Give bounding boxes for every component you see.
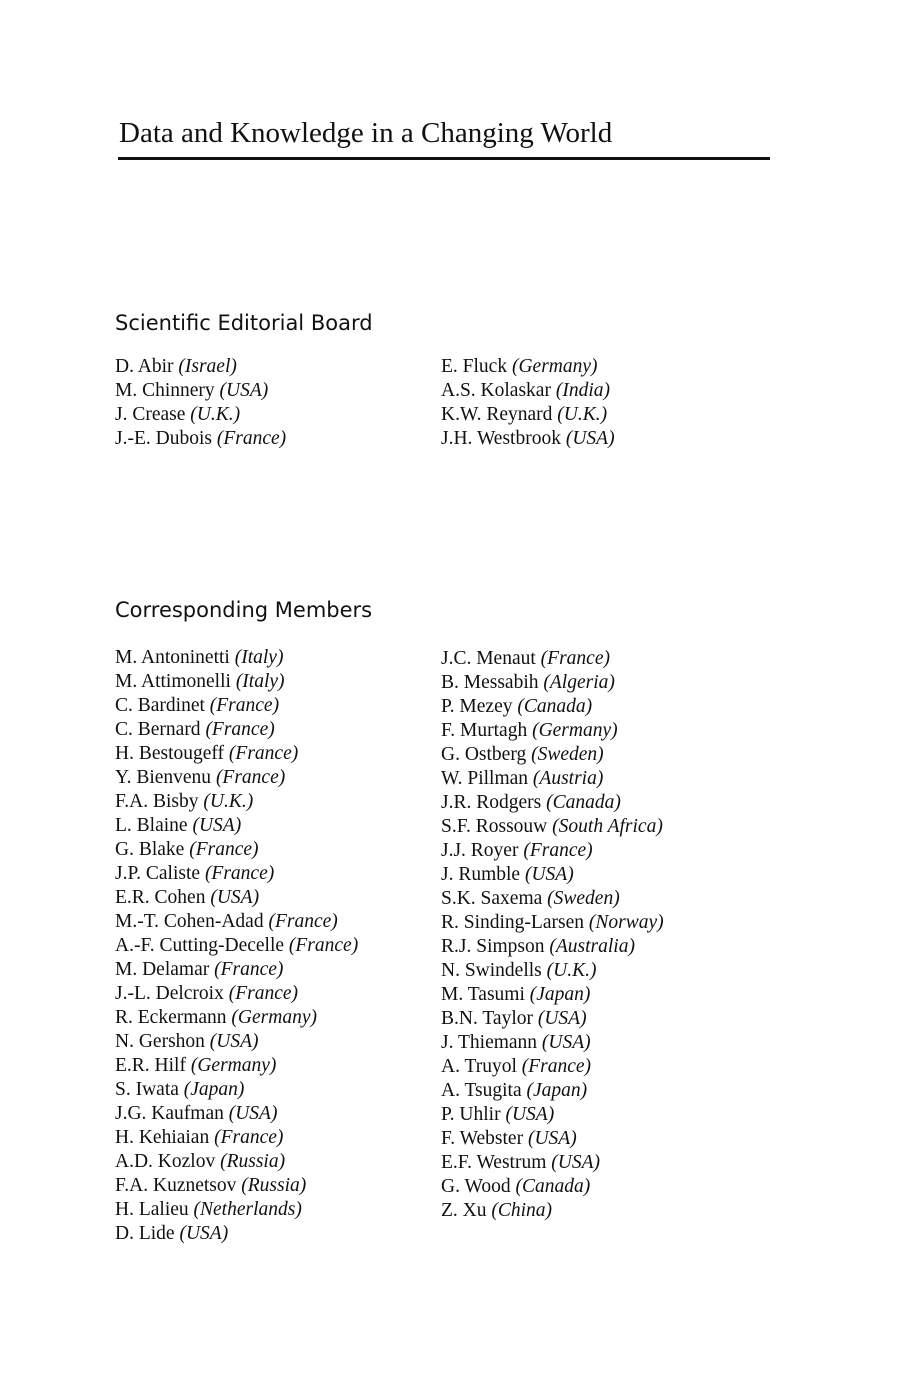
member-country: (France) xyxy=(205,719,275,740)
member-country: (Italy) xyxy=(234,647,284,668)
member-entry xyxy=(115,1102,358,1126)
member-name: E.F. Westrum xyxy=(441,1152,547,1173)
member-entry xyxy=(115,1174,358,1198)
member-name: A. Truyol xyxy=(441,1056,517,1077)
member-country: (Norway) xyxy=(588,912,664,933)
member-name: F.A. Kuznetsov xyxy=(115,1175,237,1196)
member-name: P. Uhlir xyxy=(441,1104,501,1125)
member-name: B. Messabih xyxy=(441,672,539,693)
member-country: (Sweden) xyxy=(547,888,620,909)
member-country: (USA) xyxy=(541,1032,591,1053)
member-name: F. Murtagh xyxy=(441,720,528,741)
member-entry xyxy=(441,1103,664,1127)
member-name: E. Fluck xyxy=(441,356,508,377)
member-name: R. Sinding-Larsen xyxy=(441,912,584,933)
member-country: (Germany) xyxy=(231,1007,317,1028)
member-name: J.G. Kaufman xyxy=(115,1103,224,1124)
member-country: (Australia) xyxy=(549,936,635,957)
member-entry xyxy=(441,1079,664,1103)
member-name: C. Bardinet xyxy=(115,695,205,716)
member-entry xyxy=(115,742,358,766)
corresponding-members-right-column xyxy=(441,647,664,1223)
member-entry xyxy=(441,355,615,379)
member-country: (Germany) xyxy=(511,356,598,377)
member-entry xyxy=(115,694,358,718)
member-country: (Austria) xyxy=(532,768,604,789)
member-country: (USA) xyxy=(565,428,615,449)
member-name: D. Lide xyxy=(115,1223,175,1244)
member-entry xyxy=(115,1054,358,1078)
member-name: L. Blaine xyxy=(115,815,188,836)
member-country: (France) xyxy=(204,863,275,884)
series-title: Data and Knowledge in a Changing World xyxy=(119,117,613,149)
member-name: B.N. Taylor xyxy=(441,1008,533,1029)
member-country: (USA) xyxy=(505,1104,555,1125)
member-entry xyxy=(115,1030,358,1054)
corresponding-members-left-column xyxy=(115,646,358,1246)
member-country: (France) xyxy=(215,767,286,788)
member-name: H. Kehiaian xyxy=(115,1127,210,1148)
member-country: (USA) xyxy=(524,864,574,885)
member-entry xyxy=(441,791,664,815)
member-entry xyxy=(441,1055,664,1079)
member-entry xyxy=(441,815,664,839)
member-country: (USA) xyxy=(209,1031,259,1052)
member-name: A.D. Kozlov xyxy=(115,1151,216,1172)
member-name: E.R. Cohen xyxy=(115,887,206,908)
member-entry xyxy=(115,1222,358,1246)
member-name: J. Thiemann xyxy=(441,1032,538,1053)
member-country: (USA) xyxy=(179,1223,229,1244)
member-country: (Russia) xyxy=(220,1151,286,1172)
member-name: J.-L. Delcroix xyxy=(115,983,224,1004)
corresponding-members-heading: Corresponding Members xyxy=(115,598,373,622)
member-name: D. Abir xyxy=(115,356,174,377)
member-entry xyxy=(115,910,358,934)
member-country: (France) xyxy=(288,935,359,956)
member-country: (Germany) xyxy=(532,720,618,741)
member-entry xyxy=(441,983,664,1007)
member-entry xyxy=(441,1127,664,1151)
member-name: G. Blake xyxy=(115,839,185,860)
member-country: (France) xyxy=(521,1056,592,1077)
member-entry xyxy=(115,670,358,694)
member-entry xyxy=(115,646,358,670)
member-country: (Canada) xyxy=(515,1176,591,1197)
member-entry xyxy=(441,379,615,403)
member-entry xyxy=(115,1078,358,1102)
member-country: (USA) xyxy=(527,1128,577,1149)
member-name: H. Bestougeff xyxy=(115,743,225,764)
member-country: (France) xyxy=(540,648,610,669)
member-country: (France) xyxy=(228,743,299,764)
member-country: (U.K.) xyxy=(190,404,241,425)
member-entry xyxy=(441,959,664,983)
member-country: (Israel) xyxy=(178,356,237,377)
member-name: G. Ostberg xyxy=(441,744,527,765)
member-name: R.J. Simpson xyxy=(441,936,545,957)
member-entry xyxy=(441,403,615,427)
member-name: E.R. Hilf xyxy=(115,1055,186,1076)
member-entry xyxy=(441,839,664,863)
member-name: S.F. Rossouw xyxy=(441,816,548,837)
member-entry xyxy=(441,935,664,959)
member-entry xyxy=(441,695,664,719)
member-entry xyxy=(441,671,664,695)
member-entry xyxy=(115,1198,358,1222)
member-entry xyxy=(115,934,358,958)
member-name: H. Lalieu xyxy=(115,1199,189,1220)
member-entry xyxy=(441,1007,664,1031)
member-name: P. Mezey xyxy=(441,696,513,717)
member-entry xyxy=(115,403,286,427)
editorial-board-right-column xyxy=(441,355,615,451)
member-entry xyxy=(441,911,664,935)
member-name: Z. Xu xyxy=(441,1200,487,1221)
member-name: F.A. Bisby xyxy=(115,791,199,812)
member-name: R. Eckermann xyxy=(115,1007,227,1028)
member-entry xyxy=(115,1150,358,1174)
member-country: (Japan) xyxy=(529,984,591,1005)
member-entry xyxy=(115,379,286,403)
member-country: (China) xyxy=(491,1200,553,1221)
member-entry xyxy=(115,862,358,886)
member-entry xyxy=(441,427,615,451)
member-entry xyxy=(441,863,664,887)
member-entry xyxy=(115,814,358,838)
member-country: (Sweden) xyxy=(531,744,604,765)
member-name: J.C. Menaut xyxy=(441,648,536,669)
member-entry xyxy=(441,1199,664,1223)
member-country: (France) xyxy=(228,983,299,1004)
member-name: J.R. Rodgers xyxy=(441,792,542,813)
member-entry xyxy=(441,719,664,743)
member-country: (France) xyxy=(268,911,338,932)
member-country: (France) xyxy=(189,839,259,860)
member-entry xyxy=(441,1151,664,1175)
member-country: (Algeria) xyxy=(543,672,615,693)
member-entry xyxy=(441,767,664,791)
member-name: M. Antoninetti xyxy=(115,647,230,668)
member-entry xyxy=(115,355,286,379)
member-country: (France) xyxy=(523,840,593,861)
member-entry xyxy=(115,838,358,862)
member-country: (Japan) xyxy=(526,1080,588,1101)
title-rule xyxy=(118,157,770,160)
member-entry xyxy=(115,1006,358,1030)
member-country: (France) xyxy=(214,959,284,980)
member-entry xyxy=(115,790,358,814)
member-country: (South Africa) xyxy=(552,816,663,837)
member-country: (France) xyxy=(209,695,280,716)
member-country: (USA) xyxy=(228,1103,278,1124)
member-country: (Japan) xyxy=(183,1079,245,1100)
member-country: (USA) xyxy=(219,380,269,401)
member-entry xyxy=(441,647,664,671)
member-country: (U.K.) xyxy=(203,791,254,812)
member-name: J.P. Caliste xyxy=(115,863,201,884)
member-name: A.S. Kolaskar xyxy=(441,380,551,401)
member-entry xyxy=(441,743,664,767)
member-country: (USA) xyxy=(537,1008,587,1029)
member-country: (Netherlands) xyxy=(193,1199,302,1220)
member-entry xyxy=(441,887,664,911)
member-name: A.-F. Cutting-Decelle xyxy=(115,935,285,956)
member-name: J.H. Westbrook xyxy=(441,428,561,449)
member-country: (France) xyxy=(216,428,287,449)
member-name: J. Crease xyxy=(115,404,186,425)
member-country: (USA) xyxy=(551,1152,600,1173)
member-entry xyxy=(115,427,286,451)
member-country: (USA) xyxy=(210,887,260,908)
member-name: N. Swindells xyxy=(441,960,542,981)
member-name: M. Chinnery xyxy=(115,380,215,401)
member-country: (India) xyxy=(555,380,610,401)
member-entry xyxy=(115,982,358,1006)
member-name: F. Webster xyxy=(441,1128,524,1149)
member-name: M. Delamar xyxy=(115,959,210,980)
editorial-board-left-column xyxy=(115,355,286,451)
member-entry xyxy=(115,1126,358,1150)
member-entry xyxy=(115,958,358,982)
member-country: (Germany) xyxy=(190,1055,277,1076)
member-name: C. Bernard xyxy=(115,719,201,740)
member-name: J.J. Royer xyxy=(441,840,519,861)
member-name: M. Tasumi xyxy=(441,984,525,1005)
member-country: (Italy) xyxy=(235,671,285,692)
member-name: S.K. Saxema xyxy=(441,888,543,909)
member-name: K.W. Reynard xyxy=(441,404,553,425)
member-name: N. Gershon xyxy=(115,1031,205,1052)
member-country: (Canada) xyxy=(546,792,621,813)
member-name: M.-T. Cohen-Adad xyxy=(115,911,264,932)
member-name: S. Iwata xyxy=(115,1079,179,1100)
member-country: (Canada) xyxy=(517,696,593,717)
member-entry xyxy=(115,886,358,910)
member-name: J.-E. Dubois xyxy=(115,428,212,449)
member-entry xyxy=(115,766,358,790)
member-name: G. Wood xyxy=(441,1176,511,1197)
member-name: W. Pillman xyxy=(441,768,529,789)
member-country: (France) xyxy=(214,1127,284,1148)
member-country: (U.K.) xyxy=(546,960,597,981)
member-country: (U.K.) xyxy=(557,404,608,425)
member-name: J. Rumble xyxy=(441,864,521,885)
member-name: A. Tsugita xyxy=(441,1080,522,1101)
member-entry xyxy=(115,718,358,742)
member-country: (USA) xyxy=(192,815,242,836)
member-country: (Russia) xyxy=(241,1175,307,1196)
member-name: Y. Bienvenu xyxy=(115,767,212,788)
member-name: M. Attimonelli xyxy=(115,671,231,692)
member-entry xyxy=(441,1175,664,1199)
member-entry xyxy=(441,1031,664,1055)
editorial-board-heading: Scientific Editorial Board xyxy=(115,311,373,335)
